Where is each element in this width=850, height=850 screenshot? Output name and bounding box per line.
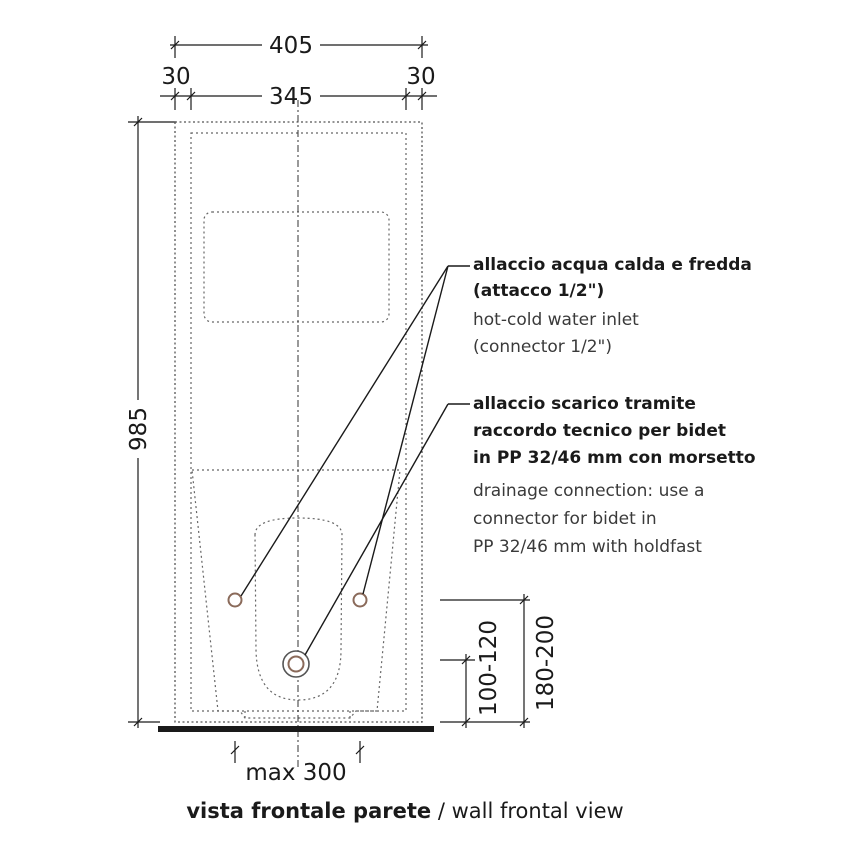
drainage-en-line2: connector for bidet in: [473, 509, 657, 529]
water-inlet-it-line1: allaccio acqua calda e fredda: [473, 255, 752, 275]
water-inlet-right-icon: [354, 594, 367, 607]
dimension-label-345: 345: [269, 84, 313, 110]
caption-separator: /: [431, 799, 452, 823]
dimension-connection-heights: [440, 594, 559, 728]
drainage-it-line2: raccordo tecnico per bidet: [473, 421, 726, 441]
dimension-label-max-300: max 300: [245, 760, 347, 786]
drainage-en-line1: drainage connection: use a: [473, 481, 705, 501]
dimension-label-30-left: 30: [161, 64, 191, 90]
caption: [186, 799, 623, 823]
drainage-en-line3: PP 32/46 mm with holdfast: [473, 537, 702, 557]
water-inlet-it-line2: (attacco 1/2"): [473, 281, 605, 301]
caption-english: wall frontal view: [451, 799, 624, 823]
drainage-it-line3: in PP 32/46 mm con morsetto: [473, 448, 756, 468]
annotation-water-inlet: [473, 255, 752, 357]
water-inlet-en-line2: (connector 1/2"): [473, 337, 613, 357]
annotation-drainage: [473, 394, 756, 557]
flush-plate-outline: [204, 212, 389, 322]
caption-italian: vista frontale parete: [186, 799, 432, 823]
dimension-height: [126, 116, 176, 728]
drainage-it-line1: allaccio scarico tramite: [473, 394, 696, 414]
dimension-label-180-200: 180-200: [533, 614, 559, 712]
water-inlet-en-line1: hot-cold water inlet: [473, 310, 639, 330]
dimension-label-405: 405: [269, 33, 313, 59]
floor-line: [158, 726, 434, 732]
leader-water-inlet: [241, 266, 470, 596]
dimension-label-100-120: 100-120: [476, 619, 502, 717]
leader-drainage: [305, 404, 470, 655]
dimension-overall-width: [170, 33, 428, 59]
dimension-label-985: 985: [126, 407, 152, 451]
water-inlet-left-icon: [229, 594, 242, 607]
dimension-label-30-right: 30: [406, 64, 436, 90]
